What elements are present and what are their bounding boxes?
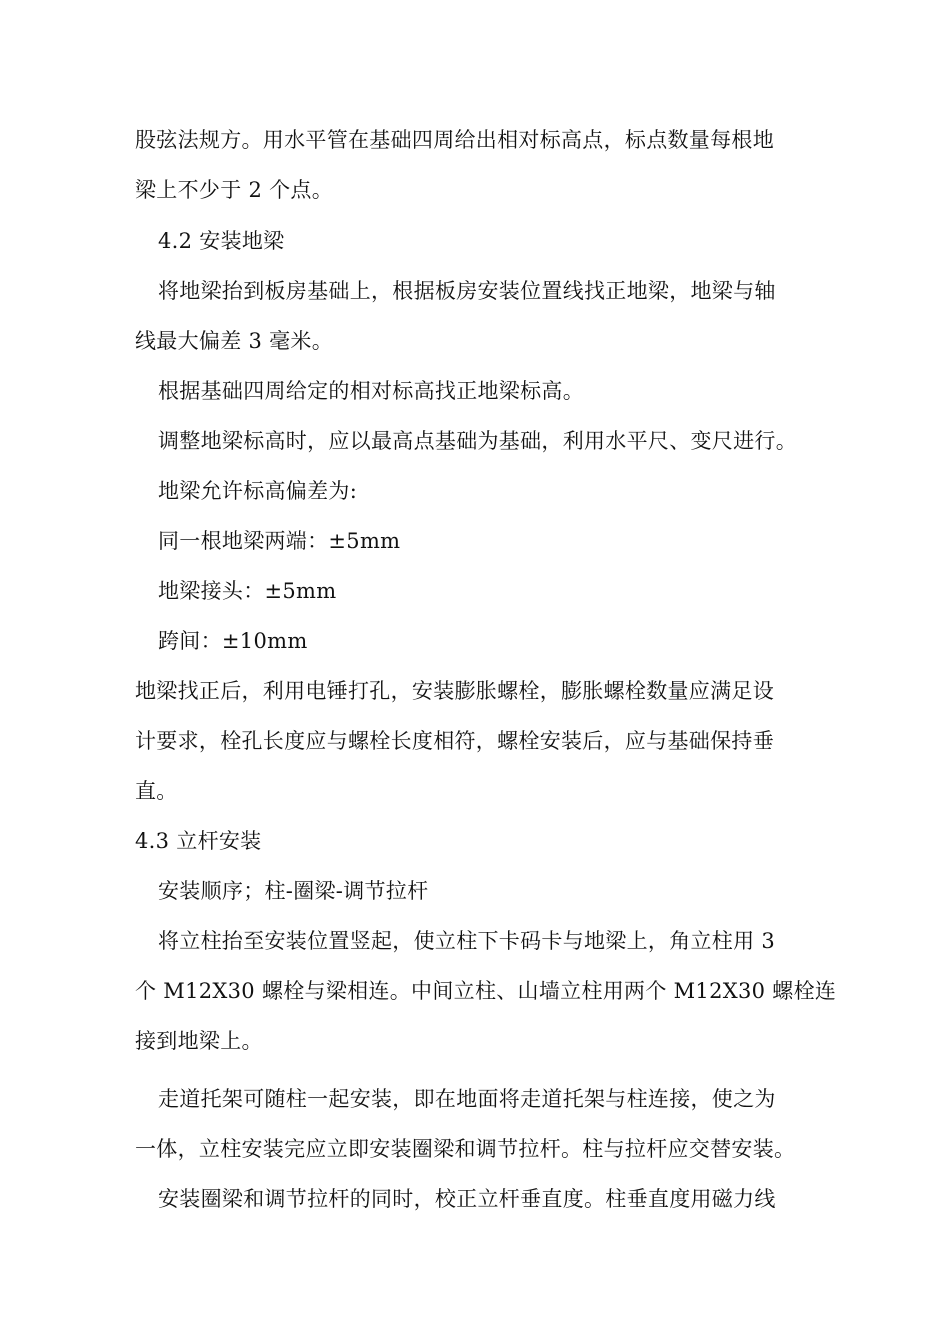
text-line: 计要求，栓孔长度应与螺栓长度相符，螺栓安装后，应与基础保持垂 — [135, 729, 774, 753]
text-line: 股弦法规方。用水平管在基础四周给出相对标高点，标点数量每根地 — [135, 128, 774, 152]
text-line: 将地梁抬到板房基础上，根据板房安装位置线找正地梁，地梁与轴 — [158, 279, 776, 303]
text-line: 安装圈梁和调节拉杆的同时，校正立杆垂直度。柱垂直度用磁力线 — [158, 1187, 776, 1211]
tolerance-item: 同一根地梁两端：±5mm — [158, 529, 401, 553]
text-line: 地梁找正后，利用电锤打孔，安装膨胀螺栓，膨胀螺栓数量应满足设 — [135, 679, 774, 703]
tolerance-item: 地梁接头：±5mm — [158, 579, 337, 603]
text-line: 地梁允许标高偏差为: — [158, 479, 358, 503]
text-line: 将立柱抬至安装位置竖起，使立柱下卡码卡与地梁上，角立柱用 3 — [158, 929, 776, 953]
text-line: 调整地梁标高时，应以最高点基础为基础，利用水平尺、变尺进行。 — [158, 429, 797, 453]
text-line: 根据基础四周给定的相对标高找正地梁标高。 — [158, 379, 584, 403]
text-line: 个 M12X30 螺栓与梁相连。中间立柱、山墙立柱用两个 M12X30 螺栓连 — [135, 979, 837, 1003]
tolerance-item: 跨间：±10mm — [158, 629, 308, 653]
section-heading: 4.2 安装地梁 — [158, 229, 285, 253]
text-line: 安装顺序；柱-圈梁-调节拉杆 — [158, 879, 429, 903]
text-line: 走道托架可随柱一起安装，即在地面将走道托架与柱连接，使之为 — [158, 1087, 776, 1111]
text-line: 接到地梁上。 — [135, 1029, 263, 1053]
text-line: 梁上不少于 2 个点。 — [135, 178, 334, 202]
text-line: 一体，立柱安装完应立即安装圈梁和调节拉杆。柱与拉杆应交替安装。 — [135, 1137, 796, 1161]
text-line: 线最大偏差 3 毫米。 — [135, 329, 334, 353]
text-line: 直。 — [135, 779, 178, 803]
section-heading: 4.3 立杆安装 — [135, 829, 262, 853]
